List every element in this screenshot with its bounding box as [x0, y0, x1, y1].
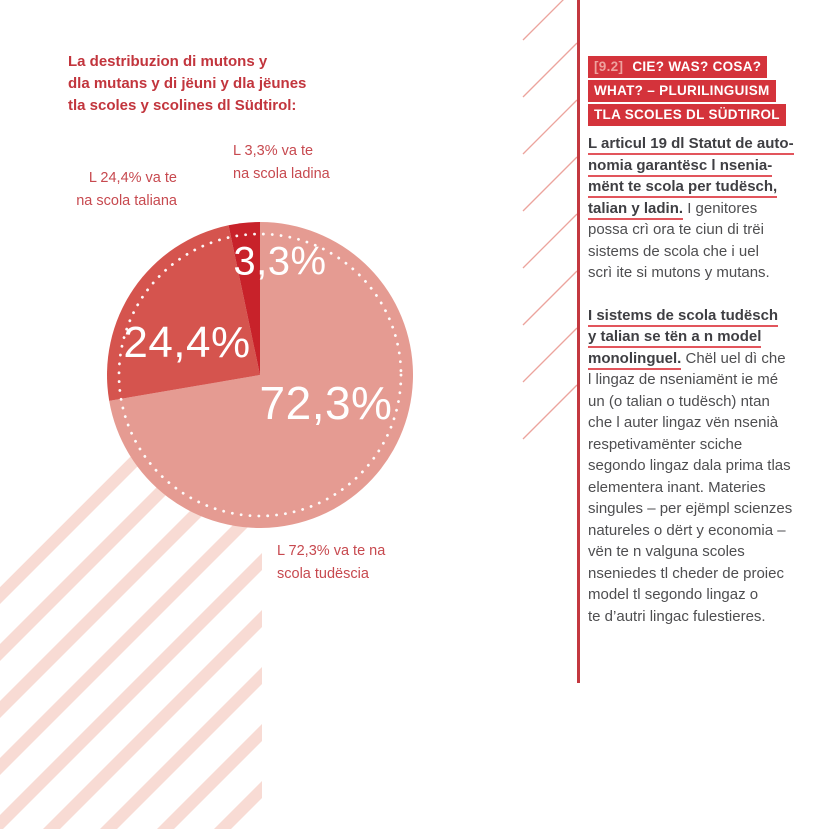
callout-scola-ladina: [233, 140, 330, 185]
text-line: [588, 369, 828, 391]
text-line: [588, 155, 828, 177]
text-line: [588, 455, 828, 477]
bold-underlined-text: monolinguel.: [588, 350, 681, 370]
text-line: [588, 563, 828, 585]
bold-underlined-text: L articul 19 dl Statut de auto-: [588, 135, 794, 155]
text-line: [588, 241, 828, 263]
regular-text: respetivamënter sciche: [588, 435, 743, 453]
regular-text: segondo lingaz dala prima tlas: [588, 457, 791, 474]
hairline-lines: [523, 0, 577, 439]
heading-text-1: CIE? WAS? COSA?: [632, 59, 762, 74]
section-number: [9.2]: [594, 59, 624, 74]
bold-underlined-text: y talian se tën a n model: [588, 328, 761, 348]
bold-underlined-text: mënt te scola per tudësch,: [588, 178, 777, 198]
chart-title-line: tla scoles y scolines dl Südtirol:: [68, 97, 297, 114]
text-line: [588, 219, 828, 241]
text-line: [588, 434, 828, 456]
text-line: [588, 498, 828, 520]
callout-line: na scola taliana: [76, 192, 177, 209]
regular-text: possa crì ora te ciun di trëi: [588, 221, 764, 238]
regular-text: nseniedes tl cheder de proiec: [588, 564, 784, 582]
paragraph: [588, 305, 828, 628]
heading-band-3: [588, 104, 786, 126]
chart-title-line: dla mutans y di jëuni y dla jëunes: [68, 75, 307, 92]
text-line: [588, 477, 828, 499]
bold-underlined-text: talian y ladin.: [588, 200, 683, 220]
heading-band-1: [588, 56, 767, 78]
text-line: [588, 584, 828, 606]
regular-text: I genitores: [683, 199, 758, 217]
pie-label-tudescia: 72,3%: [259, 377, 393, 429]
callout-line: L 24,4% va te: [88, 170, 177, 186]
hairline-stripes-decor: [520, 0, 578, 460]
regular-text: singules – per ejëmpl scienzes: [588, 500, 793, 517]
regular-text: scrì ite si mutons y mutans.: [588, 264, 770, 281]
text-line: [588, 198, 828, 220]
text-line: [588, 133, 828, 155]
regular-text: elementera inant. Materies: [588, 478, 766, 496]
callout-line: na scola ladina: [233, 165, 330, 182]
heading-text-3: TLA SCOLES DL SÜDTIROL: [594, 107, 780, 122]
section-heading: [588, 56, 828, 126]
heading-band-2: [588, 80, 776, 102]
chart-title-line: La destribuzion di mutons y: [68, 53, 268, 70]
text-line: [588, 412, 828, 434]
text-line: [588, 326, 828, 348]
pie-label-ladina: 3,3%: [233, 239, 327, 284]
text-line: [588, 520, 828, 542]
text-line: [588, 541, 828, 563]
paragraph: [588, 133, 828, 284]
regular-text: un (o talian o tudësch) ntan: [588, 392, 770, 410]
right-column: [588, 56, 828, 627]
bold-underlined-text: I sistems de scola tudësch: [588, 307, 778, 327]
regular-text: sistems de scola che i uel: [588, 242, 759, 260]
callout-scola-taliana: [40, 167, 177, 212]
chart-title: [68, 51, 306, 117]
callout-scola-tudescia: [277, 540, 385, 585]
text-line: [588, 176, 828, 198]
body-text: [588, 133, 828, 627]
regular-text: vën te n valguna scoles: [588, 543, 745, 560]
regular-text: model tl segondo lingaz o: [588, 586, 759, 603]
callout-line: L 72,3% va te na: [277, 543, 386, 559]
pie-label-taliana: 24,4%: [123, 318, 251, 367]
callout-line: L 3,3% va te: [233, 143, 314, 159]
callout-line: scola tudëscia: [277, 565, 369, 582]
regular-text: te d’autri lingac fulestieres.: [588, 607, 766, 625]
text-line: [588, 348, 828, 370]
regular-text: l lingaz de nseniamënt ie mé: [588, 371, 779, 388]
text-line: [588, 391, 828, 413]
vertical-rule: [577, 0, 580, 683]
bold-underlined-text: nomia garantësc l nsenia-: [588, 157, 772, 177]
heading-text-2: WHAT? – PLURILINGUISM: [594, 83, 770, 98]
text-line: [588, 305, 828, 327]
regular-text: che l auter lingaz vën nsenià: [588, 414, 779, 431]
regular-text: Chël uel dì che: [681, 349, 786, 367]
text-line: [588, 262, 828, 284]
text-line: [588, 606, 828, 628]
regular-text: natureles o dërt y economia –: [588, 521, 786, 539]
